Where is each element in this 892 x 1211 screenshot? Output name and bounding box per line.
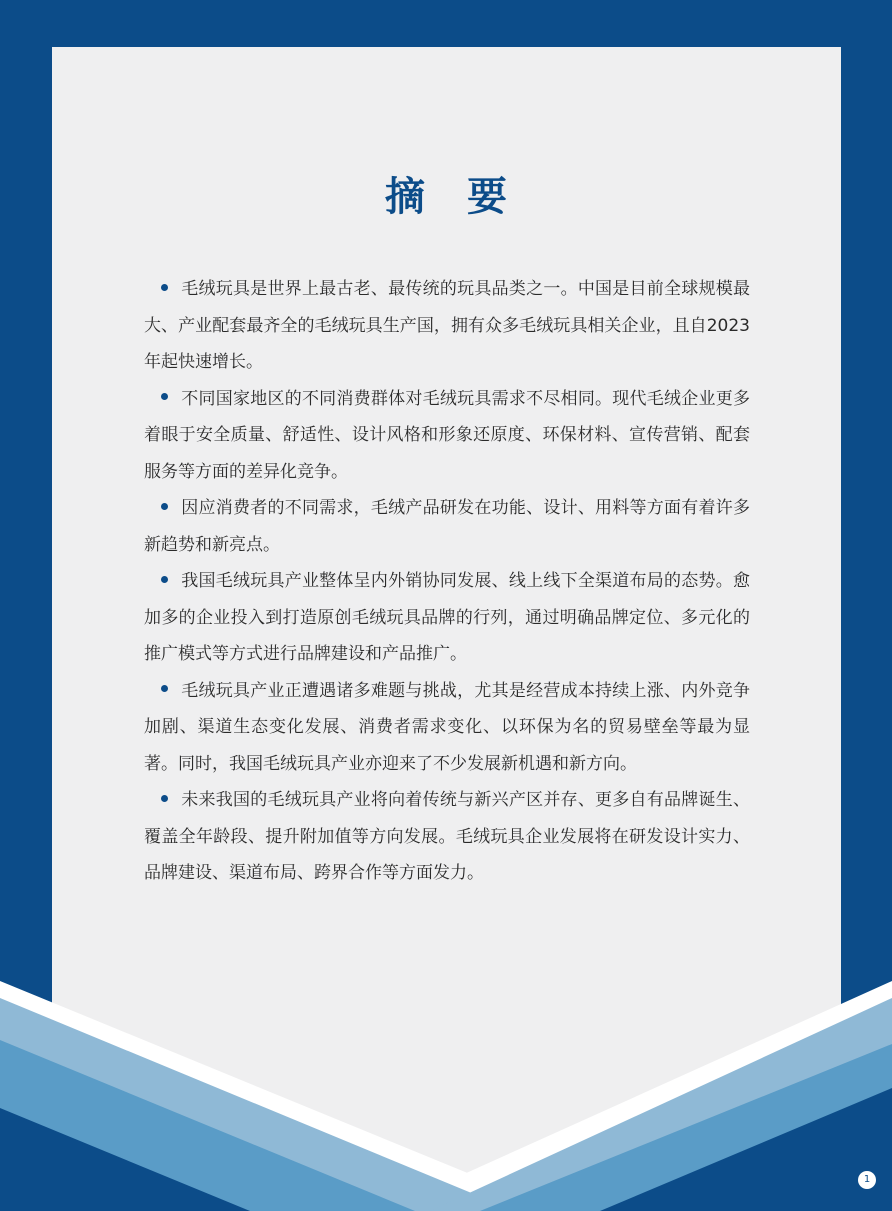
list-item-text: 因应消费者的不同需求，毛绒产品研发在功能、设计、用料等方面有着许多新趋势和新亮点。 <box>144 498 750 555</box>
list-item-text: 不同国家地区的不同消费群体对毛绒玩具需求不尽相同。现代毛绒企业更多着眼于安全质量、舒适性、设计风格和形象还原度、环保材料、宣传营销、配套服务等方面的差异化竞争。 <box>144 388 750 482</box>
list-item-text: 未来我国的毛绒玩具产业将向着传统与新兴产区并存、更多自有品牌诞生、覆盖全年龄段、提升附加值等方向发展。毛绒玩具企业发展将在研发设计实力、品牌建设、渠道布局、跨界合作等方面发力。 <box>144 790 750 883</box>
page-number: 1 <box>858 1171 876 1189</box>
list-item-text: 毛绒玩具产业正遭遇诸多难题与挑战，尤其是经营成本持续上涨、内外竞争加剧、渠道生态变化发展、消费者需求变化、以环保为名的贸易壁垒等最为显著。同时，我国毛绒玩具产业亦迎来了不少发展新机遇和新方向。 <box>144 680 750 774</box>
page-title: 摘 要 <box>385 174 521 220</box>
list-item-text: 我国毛绒玩具产业整体呈内外销协同发展、线上线下全渠道布局的态势。愈加多的企业投入到打造原创毛绒玩具品牌的行列，通过明确品牌定位、多元化的推广模式等方式进行品牌建设和产品推广。 <box>144 571 750 664</box>
list-item-text: 毛绒玩具是世界上最古老、最传统的玩具品类之一。中国是目前全球规模最大、产业配套最齐全的毛绒玩具生产国，拥有众多毛绒玩具相关企业，且自2023年起快速增长。 <box>144 279 750 372</box>
